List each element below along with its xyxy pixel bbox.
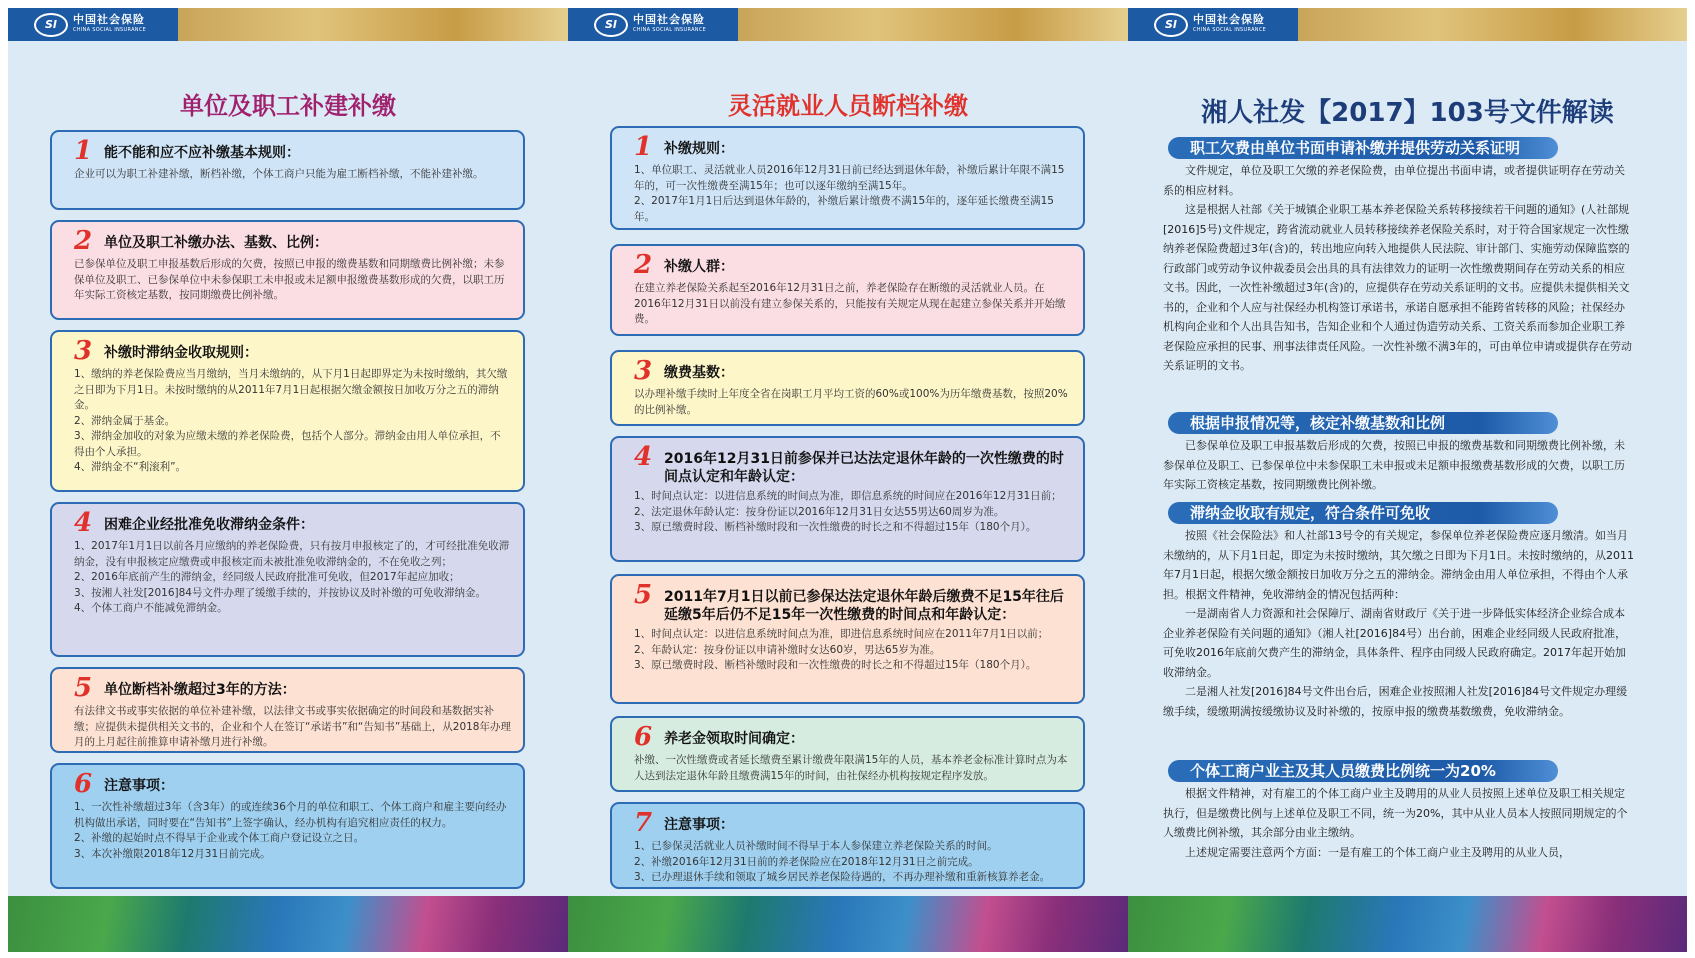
section-number: 2: [74, 226, 93, 256]
section-heading: 缴费基数：: [664, 365, 734, 381]
section-banner: 滞纳金收取有规定，符合条件可免收: [1168, 502, 1558, 524]
paragraph: 这是根据人社部《关于城镇企业职工基本养老保险关系转移接续若干问题的通知》(人社部规[2016]5号)文件规定，跨省流动就业人员转移接续养老保险关系时，对于符合国家规定一次性缴纳养老保险费超过3年(含)的，转出地应向转入地提供人民法院、审计部门、实施劳动保障监察的行政部门或劳动争议仲裁委员会出具的具有法律效力的证明一次性缴费期间存在劳动关系的相应文书。因此，一次性补缴超过3年(含)的，应提供存在劳动关系证明的文书。应提供未提供相关文书的，企业和个人应与社保经办机构签订承诺书，承诺自愿承担不能跨省转移的风险；社保经办机构向企业和个人出具告知书，告知企业和个人通过伪造劳动关系、工资关系而参加企业职工养老保险应承担的民事、刑事法律责任风险。一次性补缴不满3年的，可由单位申请或提供存在劳动关系证明的文书。: [1163, 203, 1632, 372]
section-body: 企业可以为职工补建补缴，断档补缴，个体工商户只能为雇工断档补缴，不能补建补缴。: [74, 168, 484, 180]
logo-en-text: CHINA SOCIAL INSURANCE: [1193, 26, 1267, 33]
section-number: 6: [74, 769, 93, 799]
section-card: [50, 502, 525, 657]
section-card: [610, 574, 1085, 704]
section-body: 1、单位职工、灵活就业人员2016年12月31日前已经达到退休年龄，补缴后累计年限不满15年的，可一次性缴费至满15年；也可以逐年缴纳至满15年。 2、2017年1月1日后达到退休年龄的，补缴后累计缴费不满15年的，逐年延长缴费至满15年。: [634, 164, 1065, 223]
section-heading: 单位及职工补缴办法、基数、比例：: [104, 235, 328, 251]
section-heading: 补缴规则：: [664, 141, 734, 157]
section-number: 2: [634, 250, 653, 280]
section-card: [610, 802, 1085, 889]
social-insurance-logo: [8, 8, 178, 41]
section-body: 1、时间点认定：以进信息系统的时间点为准，即信息系统的时间应在2016年12月31日前； 2、法定退休年龄认定：按身份证以2016年12月31日女达55男达60周岁为准。 3、原已缴费时段、断档补缴时段和一次性缴费的时长之和不得超过15年（180个月）。: [634, 490, 1062, 533]
section-card: [50, 130, 525, 210]
social-insurance-logo: [568, 8, 738, 41]
section-body: 1、一次性补缴超过3年（含3年）的或连续36个月的单位和职工、个体工商户和雇主要向经办机构做出承诺，同时要在“告知书”上签字确认，经办机构有追究相应责任的权力。 2、补缴的起始时点不得早于企业或个体工商户登记设立之日。 3、本次补缴限2018年12月31日前完成。: [74, 801, 507, 860]
section-heading: 2016年12月31日前参保并已达法定退休年龄的一次性缴费的时间点认定和年龄认定：: [664, 451, 1064, 485]
section-text: [1163, 436, 1635, 495]
panel-title: 灵活就业人员断档补缴: [728, 92, 968, 120]
section-banner: 职工欠费由单位书面申请补缴并提供劳动关系证明: [1168, 137, 1558, 159]
logo-en-text: CHINA SOCIAL INSURANCE: [633, 26, 707, 33]
panel-title: 单位及职工补建补缴: [180, 92, 396, 120]
paragraph: 一是湖南省人力资源和社会保障厅、湖南省财政厅《关于进一步降低实体经济企业综合成本企业养老保险有关问题的通知》（湘人社[2016]84号）出台前，困难企业经同级人民政府批准，可免收2016年底前欠费产生的滞纳金，具体条件、程序由同级人民政府确定。2017年起开始加收滞纳金。: [1163, 607, 1627, 679]
section-heading: 注意事项：: [104, 778, 174, 794]
paragraph: 按照《社会保险法》和人社部13号令的有关规定，参保单位养老保险费应逐月缴清。如当月未缴纳的，从下月1日起，即定为未按时缴纳，其欠缴之日即为下月1日。未按时缴纳的，从2011年7月1日起，根据欠缴金额按日加收万分之五的滞纳金。滞纳金由用人单位承担，不得由个人承担。根据文件精神，免收滞纳金的情况包括两种：: [1163, 529, 1634, 601]
section-text: [1163, 784, 1635, 862]
section-card: [610, 126, 1085, 230]
section-heading: 注意事项：: [664, 817, 734, 833]
section-body: 以办理补缴手续时上年度全省在岗职工月平均工资的60%或100%为历年缴费基数，按照20%的比例补缴。: [634, 388, 1068, 416]
section-card: [50, 330, 525, 492]
section-heading: 补缴时滞纳金收取规则：: [104, 345, 258, 361]
section-heading: 养老金领取时间确定：: [664, 731, 804, 747]
section-heading: 单位断档补缴超过3年的方法：: [104, 682, 296, 698]
section-number: 7: [634, 808, 653, 838]
section-banner: 个体工商户业主及其人员缴费比例统一为20%: [1168, 760, 1558, 782]
logo-cn-text: 中国社会保险: [1193, 12, 1265, 26]
footer-band: [568, 896, 1128, 952]
section-body: 补缴、一次性缴费或者延长缴费至累计缴费年限满15年的人员，基本养老金标准计算时点为本人达到法定退休年龄且缴费满15年的时间，由社保经办机构按规定程序发放。: [634, 754, 1068, 782]
section-card: [610, 716, 1085, 792]
section-number: 4: [74, 508, 93, 538]
section-number: 3: [74, 336, 93, 366]
section-number: 3: [634, 356, 653, 386]
header-bar: [1128, 8, 1687, 41]
paragraph: 文件规定，单位及职工欠缴的养老保险费，由单位提出书面申请，或者提供证明存在劳动关系的相应材料。: [1163, 164, 1625, 197]
section-banner: 根据申报情况等，核定补缴基数和比例: [1168, 412, 1558, 434]
section-heading: 能不能和应不应补缴基本规则：: [104, 145, 300, 161]
section-card: [610, 436, 1085, 562]
logo-cn-text: 中国社会保险: [73, 12, 145, 26]
header-bar: [568, 8, 1128, 41]
paragraph: 二是湘人社发[2016]84号文件出台后，困难企业按照湘人社发[2016]84号文件规定办理缓缴手续，缓缴期满按缓缴协议及时补缴的，按原申报的缴费基数缴费，免收滞纳金。: [1163, 685, 1628, 718]
panel-flexible-employment: [568, 8, 1128, 952]
si-logo-icon: SI: [34, 13, 68, 37]
section-card: [50, 763, 525, 889]
section-card: [610, 350, 1085, 426]
si-logo-icon: SI: [594, 13, 628, 37]
section-number: 1: [74, 136, 93, 166]
section-heading: 2011年7月1日以前已参保达法定退休年龄后缴费不足15年往后延缴5年后仍不足15年一次性缴费的时间点和年龄认定：: [664, 589, 1064, 623]
section-text: [1163, 526, 1635, 721]
paragraph: 已参保单位及职工申报基数后形成的欠费，按照已申报的缴费基数和同期缴费比例补缴，未参保单位及职工、已参保单位中未参保职工未申报或未足额申报缴费基数形成的欠费，以职工历年实际工资核定基数，按同期缴费比例补缴。: [1163, 439, 1625, 491]
section-body: 在建立养老保险关系起至2016年12月31日之前，养老保险存在断缴的灵活就业人员。在2016年12月31日以前没有建立参保关系的，只能按有关规定从现在起建立参保关系并开始缴费。: [634, 282, 1066, 325]
paragraph: 根据文件精神，对有雇工的个体工商户业主及聘用的从业人员按照上述单位及职工相关规定执行，但是缴费比例与上述单位及职工不同，统一为20%，其中从业人员本人按照同期规定的个人缴费比例补缴，其余部分由业主缴纳。: [1163, 787, 1628, 839]
section-number: 4: [634, 442, 653, 472]
section-card: [50, 667, 525, 753]
header-bar: [8, 8, 568, 41]
section-body: 1、已参保灵活就业人员补缴时间不得早于本人参保建立养老保险关系的时间。 2、补缴2016年12月31日前的养老保险应在2018年12月31日之前完成。 3、已办理退休手续和领取了城乡居民养老保险待遇的，不再办理补缴和重新核算养老金。: [634, 840, 1051, 883]
paragraph: 上述规定需要注意两个方面：一是有雇工的个体工商户业主及聘用的从业人员，: [1185, 845, 1570, 859]
section-body: 1、时间点认定：以进信息系统时间点为准，即进信息系统时间应在2011年7月1日以前； 2、年龄认定：按身份证以申请补缴时女达60岁，男达65岁为准。 3、原已缴费时段、断档补缴时段和一次性缴费的时长之和不得超过15年（180个月）。: [634, 628, 1049, 671]
panel-employer-supplementary: [8, 8, 568, 952]
section-heading: 补缴人群：: [664, 259, 734, 275]
section-number: 5: [74, 673, 93, 703]
footer-band: [8, 896, 568, 952]
section-body: 已参保单位及职工申报基数后形成的欠费，按照已申报的缴费基数和同期缴费比例补缴；未参保单位及职工、已参保单位中未参保职工未申报或未足额申报缴费基数形成的欠费，以职工历年实际工资核定基数，按同期缴费比例补缴。: [74, 258, 505, 301]
section-card: [50, 220, 525, 320]
section-number: 5: [634, 580, 653, 610]
si-logo-icon: SI: [1154, 13, 1188, 37]
logo-cn-text: 中国社会保险: [633, 12, 705, 26]
section-text: [1163, 161, 1635, 376]
section-body: 有法律文书或事实依据的单位补建补缴，以法律文书或事实依据确定的时间段和基数据实补缴；应提供未提供相关文书的，企业和个人在签订“承诺书”和“告知书”基础上，从2018年办理月的上月起往前推算申请补缴月进行补缴。: [74, 705, 511, 748]
logo-en-text: CHINA SOCIAL INSURANCE: [73, 26, 147, 33]
section-number: 6: [634, 722, 653, 752]
section-body: 1、缴纳的养老保险费应当月缴纳，当月未缴纳的，从下月1日起即界定为未按时缴纳，其欠缴之日即为下月1日。未按时缴纳的从2011年7月1日起根据欠缴金额按日加收万分之五的滞纳金。 2、滞纳金属于基金。 3、滞纳金加收的对象为应缴未缴的养老保险费，包括个人部分。滞纳金由用人单位承担，不得由个人承担。 4、滞纳金不“利滚利”。: [74, 368, 508, 473]
section-heading: 困难企业经批准免收滞纳金条件：: [104, 517, 314, 533]
footer-band: [1128, 896, 1687, 952]
section-number: 1: [634, 132, 653, 162]
social-insurance-logo: [1128, 8, 1298, 41]
panel-title: 湘人社发【2017】103号文件解读: [1201, 98, 1614, 128]
section-card: [610, 244, 1085, 336]
section-body: 1、2017年1月1日以前各月应缴纳的养老保险费，只有按月申报核定了的，才可经批准免收滞纳金，没有申报核定应缴费或申报核定而未被批准免收滞纳金的，不在免收之列； 2、2016年底前产生的滞纳金，经同级人民政府批准可免收，但2017年起应加收； 3、按湘人社发[2016]84号文件办理了缓缴手续的，并按协议及时补缴的可免收滞纳金。 4、个体工商户不能减免滞纳金。: [74, 540, 510, 614]
